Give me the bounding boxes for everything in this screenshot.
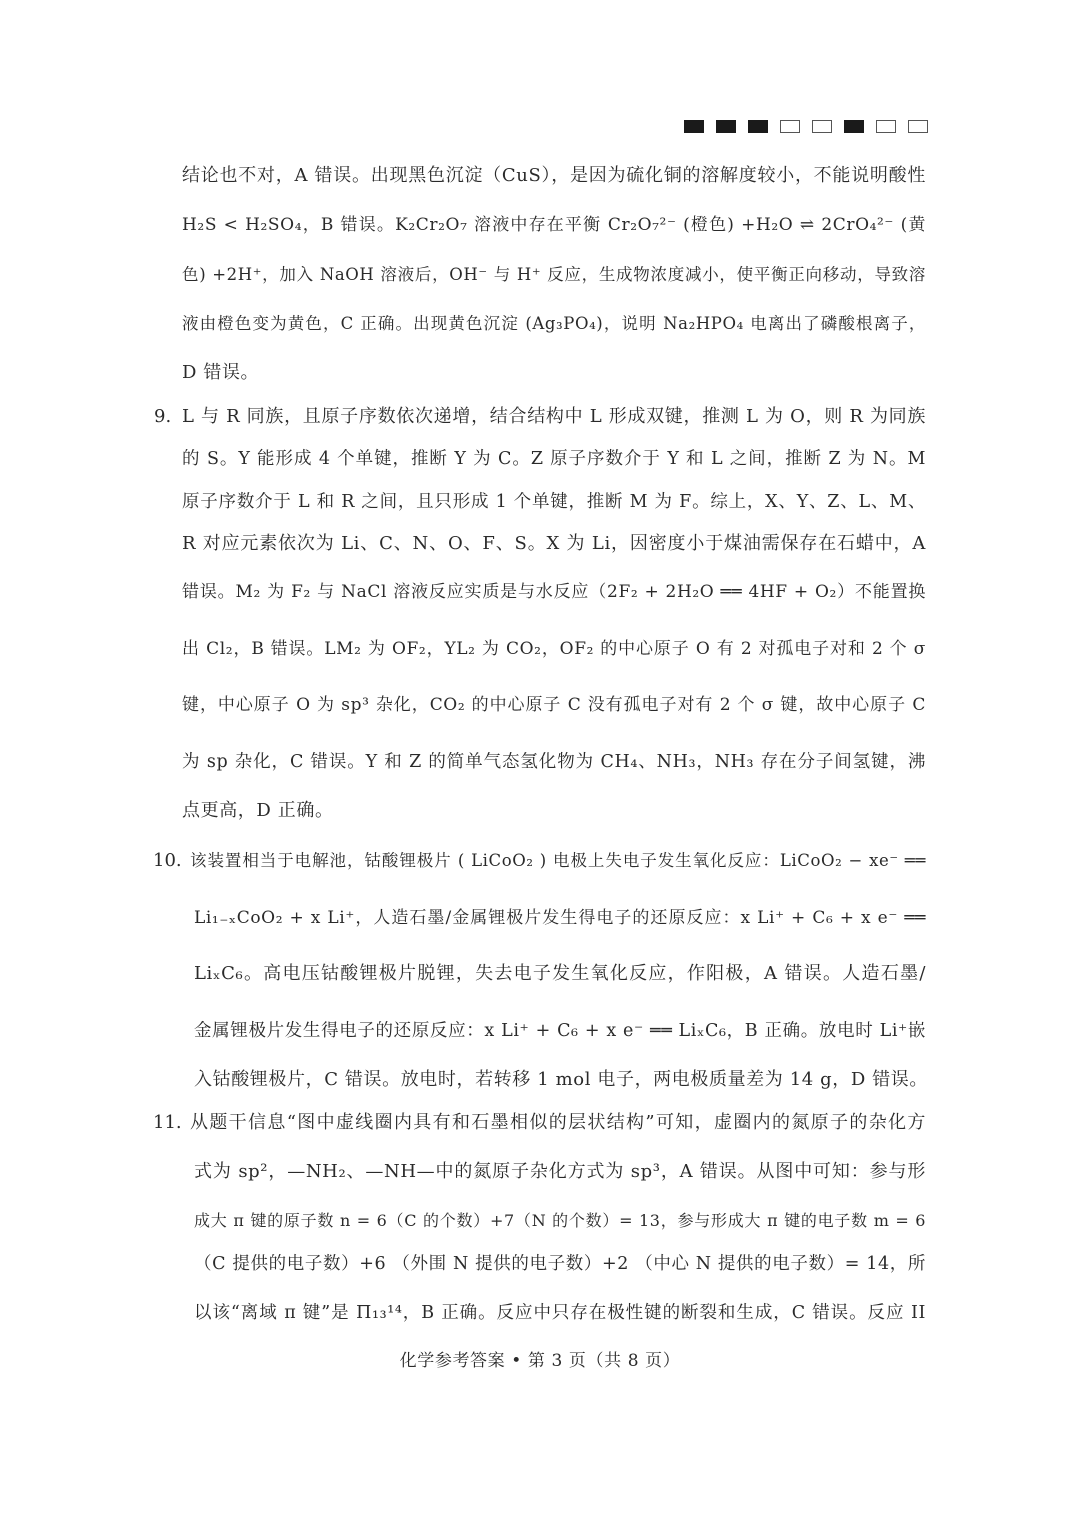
answer-text-line: LiₓC₆。高电压钴酸锂极片脱锂，失去电子发生氧化反应，作阳极，A 错误。人造石墨/ <box>194 963 926 984</box>
answer-text-line: H₂S < H₂SO₄，B 错误。K₂Cr₂O₇ 溶液中存在平衡 Cr₂O₇²⁻ (橙色) +H₂O ⇌ 2CrO₄²⁻ (黄 <box>182 215 926 235</box>
answer-text-line: 出 Cl₂，B 错误。LM₂ 为 OF₂，YL₂ 为 CO₂，OF₂ 的中心原子 O 有 2 对孤电子对和 2 个 σ <box>182 639 926 659</box>
answer-text-line: 以该“离域 π 键”是 Π₁₃¹⁴，B 正确。反应中只存在极性键的断裂和生成，C 错误。反应 II <box>194 1303 926 1323</box>
answer-text-line: 原子序数介于 L 和 R 之间，且只形成 1 个单键，推断 M 为 F。综上，X、Y、Z、L、M、 <box>182 492 926 512</box>
answer-text-line: （C 提供的电子数）+6 （外围 N 提供的电子数）+2 （中心 N 提供的电子数）= 14，所 <box>194 1254 926 1274</box>
answer-text-line: 为 sp 杂化，C 错误。Y 和 Z 的简单气态氢化物为 CH₄、NH₃，NH₃ 存在分子间氢键，沸 <box>182 752 926 772</box>
marker-square-8 <box>908 120 928 133</box>
answer-text-line: 的 S。Y 能形成 4 个单键，推断 Y 为 C。Z 原子序数介于 Y 和 L 之间，推断 Z 为 N。M <box>182 449 926 469</box>
answer-text-line: D 错误。 <box>182 362 260 383</box>
question-number: 10. <box>153 850 182 871</box>
marker-square-4 <box>780 120 800 133</box>
question-number: 9. <box>154 406 172 427</box>
marker-square-7 <box>876 120 896 133</box>
answer-text-line: 结论也不对，A 错误。出现黑色沉淀（CuS），是因为硫化铜的溶解度较小，不能说明酸性 <box>182 165 926 186</box>
answer-text-line: 色) +2H⁺，加入 NaOH 溶液后，OH⁻ 与 H⁺ 反应，生成物浓度减小，使平衡正向移动，导致溶 <box>182 265 926 284</box>
answer-text-line: 键，中心原子 O 为 sp³ 杂化，CO₂ 的中心原子 C 没有孤电子对有 2 个 σ 键，故中心原子 C <box>182 695 926 715</box>
answer-text-line: 入钴酸锂极片，C 错误。放电时，若转移 1 mol 电子，两电极质量差为 14 g，D 错误。 <box>194 1069 928 1090</box>
answer-text-line: R 对应元素依次为 Li、C、N、O、F、S。X 为 Li，因密度小于煤油需保存在石蜡中，A <box>182 533 926 554</box>
marker-square-2 <box>716 120 736 133</box>
answer-text-line: 从题干信息“图中虚线圈内具有和石墨相似的层状结构”可知，虚圈内的氮原子的杂化方 <box>190 1112 926 1133</box>
answer-text-line: 式为 sp²，—NH₂、—NH—中的氮原子杂化方式为 sp³，A 错误。从图中可知：参与形 <box>194 1161 926 1182</box>
answer-text-line: 金属锂极片发生得电子的还原反应：x Li⁺ + C₆ + x e⁻ ══ LiₓC₆，B 正确。放电时 Li⁺嵌 <box>194 1021 926 1041</box>
answer-text-line: 点更高，D 正确。 <box>182 800 334 821</box>
marker-square-3 <box>748 120 768 133</box>
answer-text-line: 成大 π 键的原子数 n = 6（C 的个数）+7（N 的个数）= 13，参与形成大 π 键的电子数 m = 6 <box>194 1211 926 1230</box>
answer-text-line: Li₁₋ₓCoO₂ + x Li⁺，人造石墨/金属锂极片发生得电子的还原反应：x Li⁺ + C₆ + x e⁻ ══ <box>194 908 926 928</box>
marker-square-6 <box>844 120 864 133</box>
answer-text-line: 错误。M₂ 为 F₂ 与 NaCl 溶液反应实质是与水反应（2F₂ + 2H₂O ══ 4HF + O₂）不能置换 <box>182 582 926 602</box>
marker-square-1 <box>684 120 704 133</box>
page-footer: 化学参考答案 • 第 3 页（共 8 页） <box>399 1351 681 1371</box>
page-marker-squares <box>684 120 928 133</box>
marker-square-5 <box>812 120 832 133</box>
answer-text-line: 该装置相当于电解池，钴酸锂极片 ( LiCoO₂ ) 电极上失电子发生氧化反应：LiCoO₂ − xe⁻ ══ <box>190 851 926 870</box>
question-number: 11. <box>153 1112 182 1133</box>
answer-text-line: L 与 R 同族，且原子序数依次递增，结合结构中 L 形成双键，推测 L 为 O，则 R 为同族 <box>182 406 926 427</box>
answer-text-line: 液由橙色变为黄色，C 正确。出现黄色沉淀 (Ag₃PO₄)，说明 Na₂HPO₄ 电离出了磷酸根离子， <box>182 314 926 333</box>
